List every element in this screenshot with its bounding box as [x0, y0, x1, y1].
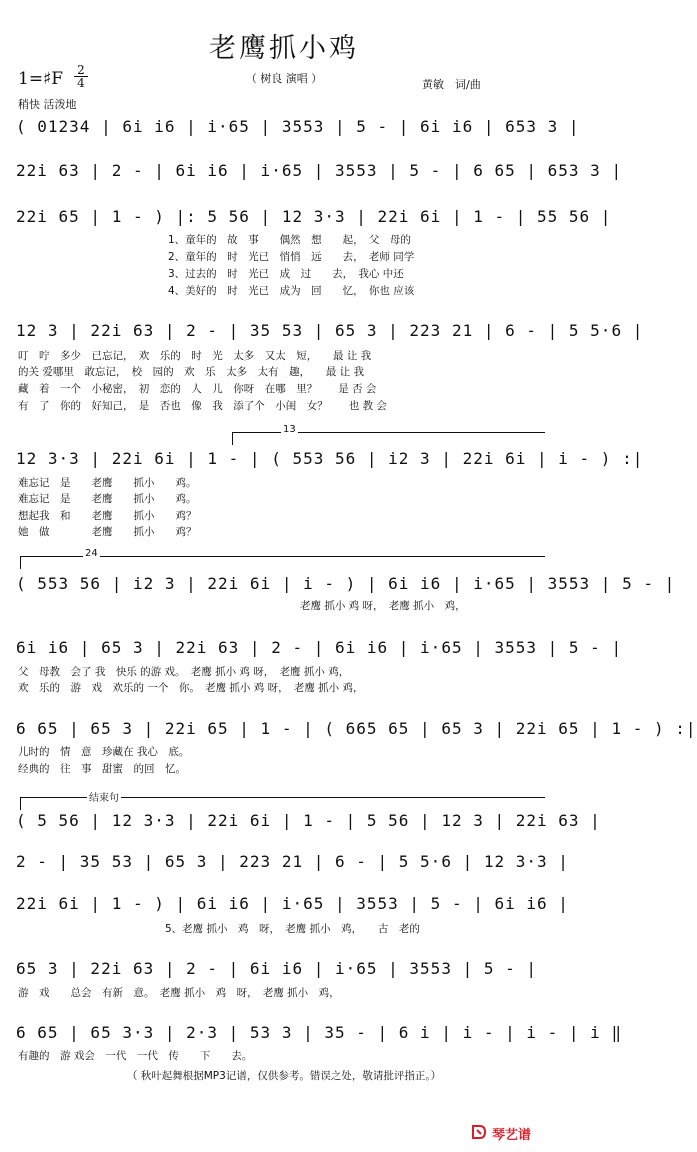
time-signature — [74, 64, 88, 89]
section-mark-13-label: 13 — [283, 424, 296, 435]
staff-row-7: 6i i6 | 65 3 | 22i 63 | 2 - | 6i i6 | i·65 | 3553 | 5 - | — [16, 638, 623, 657]
singer-credit: （ 树良 演唱 ） — [245, 72, 323, 85]
staff-row-3: 22i 65 | 1 - ) |: 5 56 | 12 3·3 | 22i 6i | 1 - | 55 56 | — [16, 207, 612, 226]
staff-row-12: 65 3 | 22i 63 | 2 - | 6i i6 | i·65 | 3553 | 5 - | — [16, 959, 538, 978]
section-mark-24 — [20, 548, 545, 569]
ending-mark — [20, 793, 545, 810]
lyric-line: 欢 乐的 游 戏 欢乐的 一个 你。 老鹰 抓小 鸡 呀， 老鹰 抓小 鸡， — [18, 682, 364, 694]
lyric-line: 老鹰 抓小 鸡 呀， 老鹰 抓小 鸡， — [300, 600, 466, 612]
staff-row-4: 12 3 | 22i 63 | 2 - | 35 53 | 65 3 | 223 21 | 6 - | 5 5·6 | — [16, 321, 644, 340]
lyric-line: 5、老鹰 抓小 鸡 呀， 老鹰 抓小 鸡， 古 老的 — [165, 923, 420, 935]
lyric-line: 1、童年的 故 事 偶然 想 起， 父 母的 — [168, 234, 411, 246]
lyric-line: 的关 爱哪里 敢忘记， 校 园的 欢 乐 太多 太有 趣， 最 让 我 — [18, 366, 365, 378]
song-title: 老鹰抓小鸡 — [209, 33, 359, 64]
lyric-line: 有趣的 游 戏会 一代 一代 传 下 去。 — [18, 1050, 253, 1062]
lyric-line: 藏 着 一个 小秘密， 初 恋的 人 儿 你呀 在哪 里？ 是 否 会 — [18, 383, 377, 395]
lyric-line: 3、过去的 时 光已 成 过 去， 我心 中还 — [168, 268, 404, 280]
logo-icon — [470, 1123, 488, 1141]
lyric-line: 叮 咛 多少 已忘记， 欢 乐的 时 光 太多 又太 短， 最 让 我 — [18, 350, 372, 362]
watermark-logo: 琴艺谱 — [492, 1128, 532, 1143]
staff-row-6: ( 553 56 | i2 3 | 22i 6i | i - ) | 6i i6 | i·65 | 3553 | 5 - | — [16, 574, 676, 593]
staff-row-9: ( 5 56 | 12 3·3 | 22i 6i | 1 - | 5 56 | 12 3 | 22i 63 | — [16, 811, 601, 830]
composer-credit: 黄敏 词/曲 — [422, 78, 481, 91]
staff-row-10: 2 - | 35 53 | 65 3 | 223 21 | 6 - | 5 5·6 | 12 3·3 | — [16, 852, 569, 871]
lyric-line: 难忘记 是 老鹰 抓小 鸡。 — [18, 477, 197, 489]
lyric-line: 她 做 老鹰 抓小 鸡？ — [18, 526, 197, 538]
lyric-line: 游 戏 总会 有新 意。 老鹰 抓小 鸡 呀， 老鹰 抓小 鸡， — [18, 987, 340, 999]
staff-row-13: 6 65 | 65 3·3 | 2·3 | 53 3 | 35 - | 6 i | i - | i - | i ‖ — [16, 1023, 623, 1042]
lyric-line: 儿时的 情 意 珍藏在 我心 底。 — [18, 746, 190, 758]
tempo-marking: 稍快 活泼地 — [18, 98, 77, 111]
staff-row-11: 22i 6i | 1 - ) | 6i i6 | i·65 | 3553 | 5 - | 6i i6 | — [16, 894, 569, 913]
key-signature: 1=♯F — [18, 69, 64, 89]
lyric-line: 2、童年的 时 光已 悄悄 远 去， 老师 同学 — [168, 251, 415, 263]
staff-row-8: 6 65 | 65 3 | 22i 65 | 1 - | ( 665 65 | 65 3 | 22i 65 | 1 - ) :| — [16, 719, 697, 738]
lyric-line: 经典的 往 事 甜蜜 的回 忆。 — [18, 763, 186, 775]
transcription-note: （ 秋叶起舞根据MP3记谱，仅供参考。错误之处，敬请批评指正。） — [126, 1070, 442, 1082]
staff-row-1: ( 01234 | 6i i6 | i·65 | 3553 | 5 - | 6i i6 | 653 3 | — [16, 117, 580, 136]
lyric-line: 父 母教 会了 我 快乐 的游 戏。 老鹰 抓小 鸡 呀， 老鹰 抓小 鸡， — [18, 666, 350, 678]
staff-row-2: 22i 63 | 2 - | 6i i6 | i·65 | 3553 | 5 - | 6 65 | 653 3 | — [16, 161, 623, 180]
lyric-line: 4、美好的 时 光已 成为 回 忆， 你也 应该 — [168, 285, 415, 297]
staff-row-5: 12 3·3 | 22i 6i | 1 - | ( 553 56 | i2 3 | 22i 6i | i - ) :| — [16, 449, 644, 468]
time-signature-bottom: 4 — [74, 76, 88, 89]
section-mark-13 — [232, 424, 545, 445]
time-signature-top: 2 — [77, 63, 85, 77]
ending-mark-label: 结束句 — [87, 789, 121, 804]
lyric-line: 难忘记 是 老鹰 抓小 鸡。 — [18, 493, 197, 505]
lyric-line: 有 了 你的 好知己， 是 否也 像 我 添了个 小闺 女？ 也 教 会 — [18, 400, 387, 412]
section-mark-24-label: 24 — [85, 548, 98, 559]
lyric-line: 想起我 和 老鹰 抓小 鸡？ — [18, 510, 197, 522]
